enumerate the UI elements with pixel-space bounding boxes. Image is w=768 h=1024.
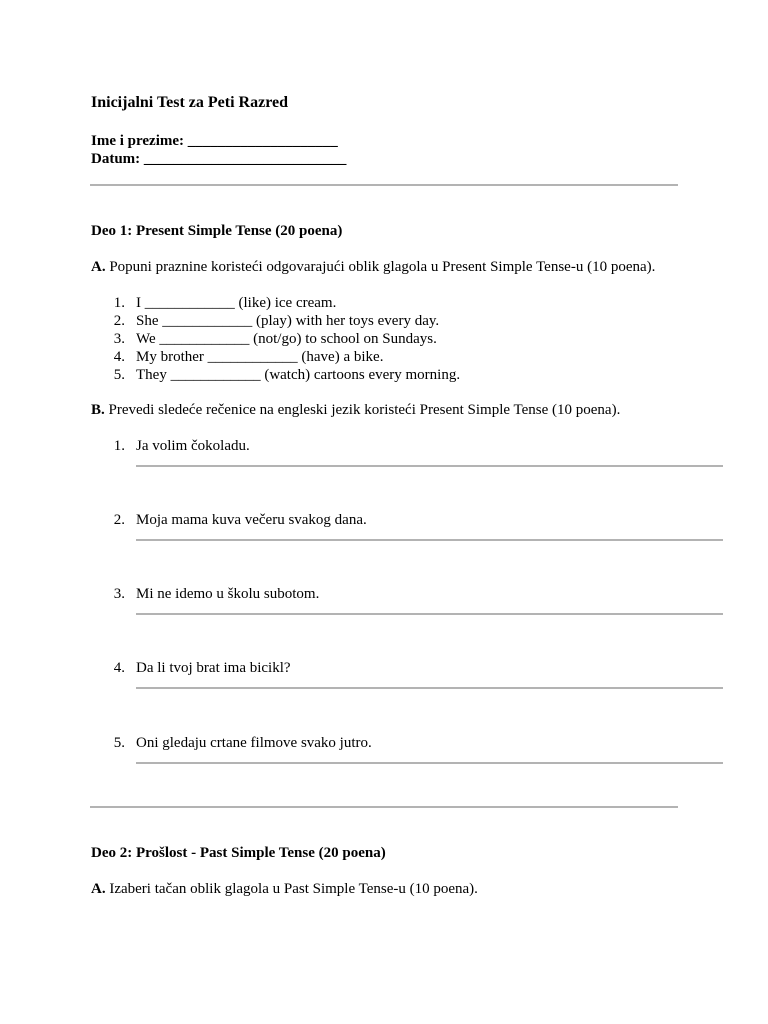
fill-in-list <box>91 294 460 384</box>
list-item <box>91 366 460 384</box>
sentence-text: Da li tvoj brat ima bicikl? <box>136 660 291 676</box>
sentence-text: Oni gledaju crtane filmove svako jutro. <box>136 735 372 751</box>
item-number: 4. <box>113 349 125 365</box>
item-number: 1. <box>113 438 125 454</box>
divider <box>90 184 678 186</box>
divider <box>90 806 678 808</box>
translation-item <box>91 734 723 774</box>
list-item <box>91 348 460 366</box>
item-text: They ____________ (watch) cartoons every morning. <box>136 367 461 383</box>
answer-line[interactable] <box>136 762 723 764</box>
part-label: A. <box>91 259 106 275</box>
translation-item <box>91 585 723 625</box>
item-number: 3. <box>113 331 125 347</box>
translation-item <box>91 437 723 477</box>
section-1-part-b-instruction <box>91 401 620 419</box>
sentence-text: Ja volim čokoladu. <box>136 438 250 454</box>
page-title: Inicijalni Test za Peti Razred <box>91 94 289 111</box>
instruction-text: Popuni praznine koristeći odgovarajući oblik glagola u Present Simple Tense-u (10 poena). <box>109 259 656 275</box>
section-1-part-a-instruction <box>91 258 655 276</box>
translation-item <box>91 659 723 699</box>
item-number: 3. <box>113 586 125 602</box>
list-item <box>91 312 460 330</box>
list-item <box>91 330 460 348</box>
date-field: Datum: ___________________________ <box>91 151 347 167</box>
instruction-text: Izaberi tačan oblik glagola u Past Simple Tense-u (10 poena). <box>109 881 478 897</box>
instruction-text: Prevedi sledeće rečenice na engleski jezik koristeći Present Simple Tense (10 poena). <box>108 402 621 418</box>
answer-line[interactable] <box>136 687 723 689</box>
item-number: 2. <box>113 512 125 528</box>
answer-line[interactable] <box>136 539 723 541</box>
sentence-text: Moja mama kuva večeru svakog dana. <box>136 512 367 528</box>
answer-line[interactable] <box>136 465 723 467</box>
item-number: 5. <box>113 735 125 751</box>
answer-line[interactable] <box>136 613 723 615</box>
item-text: She ____________ (play) with her toys every day. <box>136 313 440 329</box>
item-text: We ____________ (not/go) to school on Sundays. <box>136 331 437 347</box>
section-2-part-a-instruction <box>91 880 478 898</box>
item-number: 5. <box>113 367 125 383</box>
item-text: I ____________ (like) ice cream. <box>136 295 337 311</box>
item-number: 4. <box>113 660 125 676</box>
name-field: Ime i prezime: ____________________ <box>91 133 338 149</box>
section-1-heading: Deo 1: Present Simple Tense (20 poena) <box>91 223 343 239</box>
part-label: B. <box>91 402 105 418</box>
section-2-heading: Deo 2: Prošlost - Past Simple Tense (20 poena) <box>91 845 386 861</box>
item-text: My brother ____________ (have) a bike. <box>136 349 384 365</box>
item-number: 1. <box>113 295 125 311</box>
item-number: 2. <box>113 313 125 329</box>
list-item <box>91 294 460 312</box>
translation-item <box>91 511 723 551</box>
sentence-text: Mi ne idemo u školu subotom. <box>136 586 320 602</box>
part-label: A. <box>91 881 106 897</box>
